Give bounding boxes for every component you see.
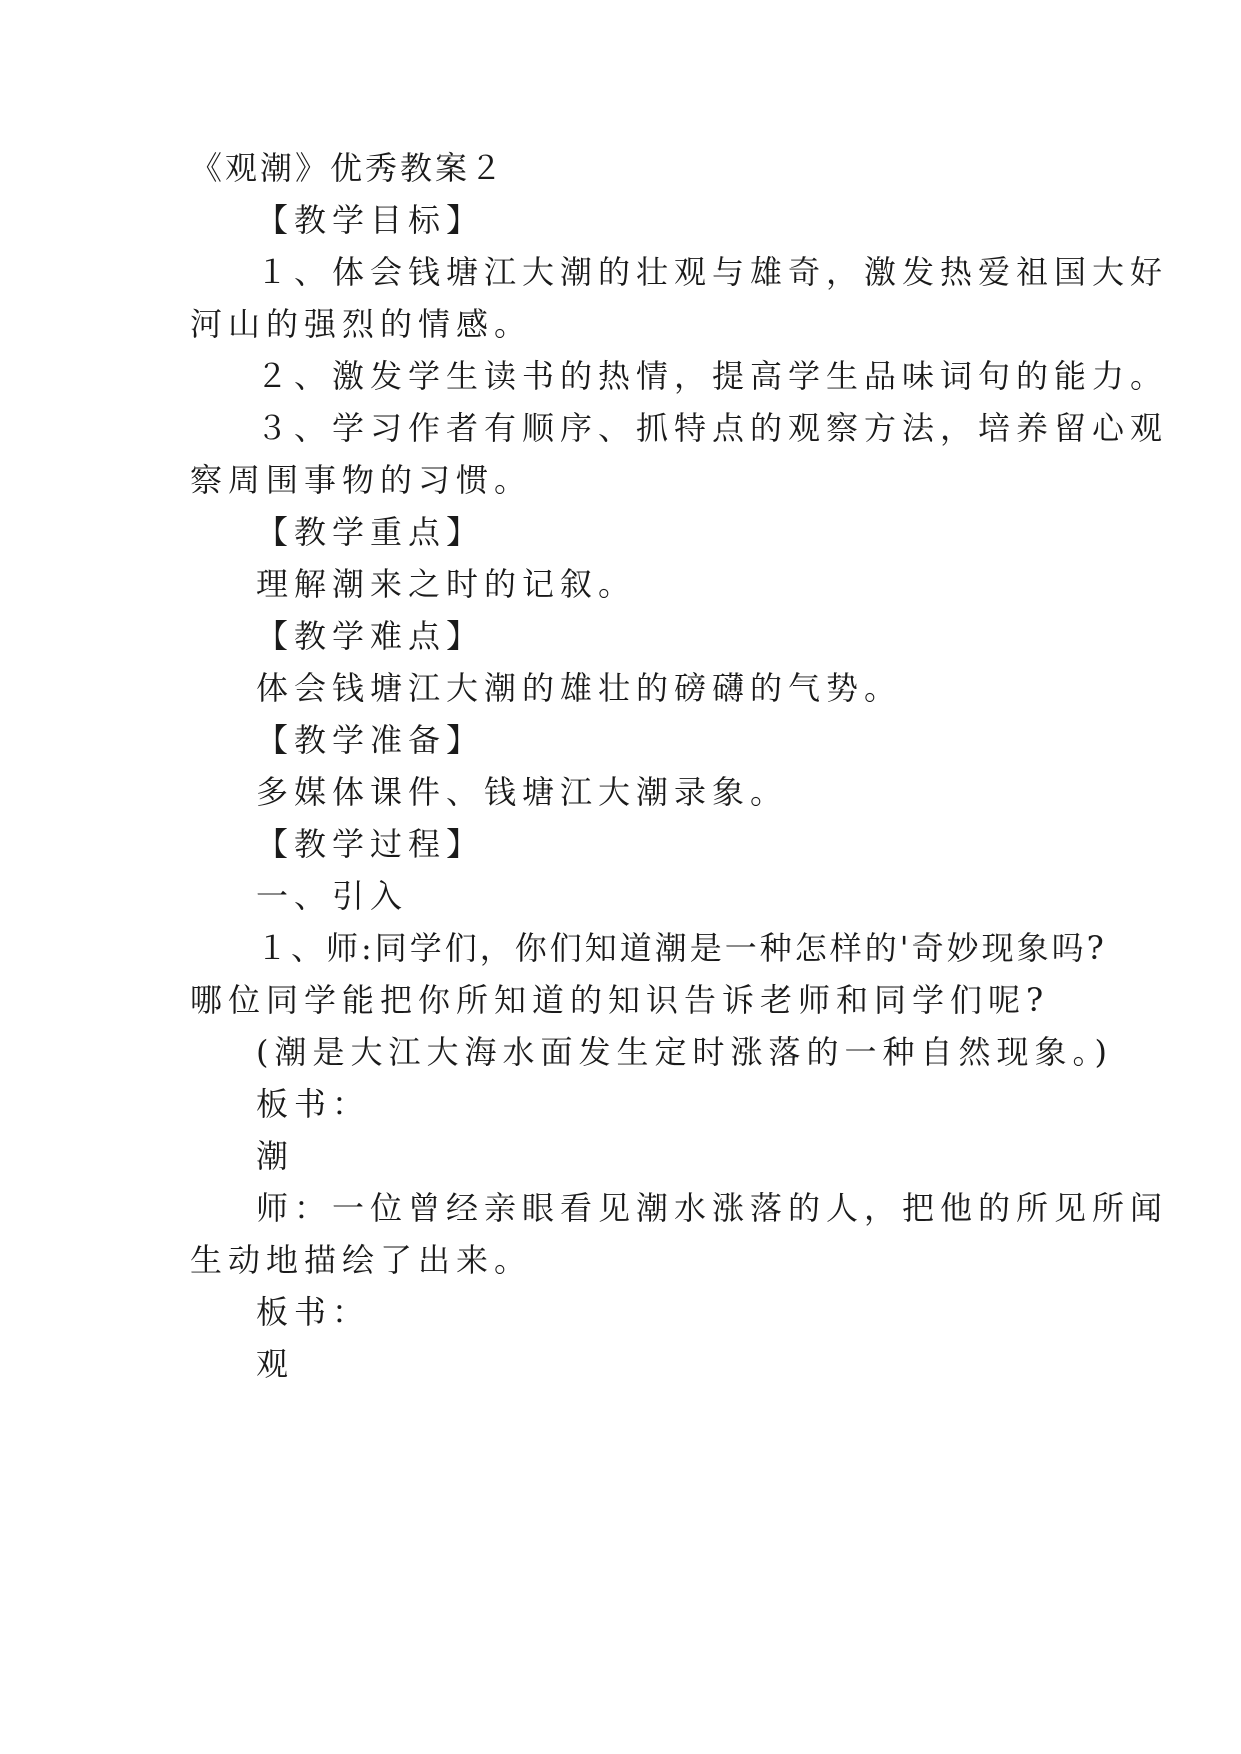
paragraph-line: 生动地描绘了出来。 bbox=[190, 1241, 533, 1279]
paragraph-line: 河山的强烈的情感。 bbox=[190, 305, 533, 343]
paragraph-line: (潮是大江大海水面发生定时涨落的一种自然现象。) bbox=[256, 1033, 1113, 1071]
section-heading-preparation: 【教学准备】 bbox=[256, 721, 485, 759]
section-heading-objectives: 【教学目标】 bbox=[256, 201, 485, 239]
paragraph-line: １、体会钱塘江大潮的壮观与雄奇，激发热爱祖国大好 bbox=[256, 253, 1169, 291]
paragraph-line: 师：一位曾经亲眼看见潮水涨落的人，把他的所见所闻 bbox=[256, 1189, 1169, 1227]
paragraph-line: ２、激发学生读书的热情，提高学生品味词句的能力。 bbox=[256, 357, 1169, 395]
document-title: 《观潮》优秀教案２ bbox=[190, 149, 506, 187]
paragraph-line: 潮 bbox=[256, 1137, 295, 1175]
paragraph-line: 多媒体课件、钱塘江大潮录象。 bbox=[256, 773, 789, 811]
paragraph-line: 察周围事物的习惯。 bbox=[190, 461, 533, 499]
paragraph-line: ３、学习作者有顺序、抓特点的观察方法，培养留心观 bbox=[256, 409, 1169, 447]
section-heading-difficulties: 【教学难点】 bbox=[256, 617, 485, 655]
paragraph-line: 板书： bbox=[256, 1085, 371, 1123]
paragraph-line: 体会钱塘江大潮的雄壮的磅礴的气势。 bbox=[256, 669, 903, 707]
paragraph-line: 板书： bbox=[256, 1293, 371, 1331]
section-heading-key-points: 【教学重点】 bbox=[256, 513, 485, 551]
section-heading-process: 【教学过程】 bbox=[256, 825, 485, 863]
paragraph-line: 观 bbox=[256, 1345, 295, 1383]
paragraph-line: 哪位同学能把你所知道的知识告诉老师和同学们呢? bbox=[190, 981, 1050, 1019]
paragraph-line: 一、引入 bbox=[256, 877, 409, 915]
paragraph-line: 理解潮来之时的记叙。 bbox=[256, 565, 637, 603]
paragraph-line: １、师:同学们，你们知道潮是一种怎样的'奇妙现象吗? bbox=[256, 929, 1107, 967]
